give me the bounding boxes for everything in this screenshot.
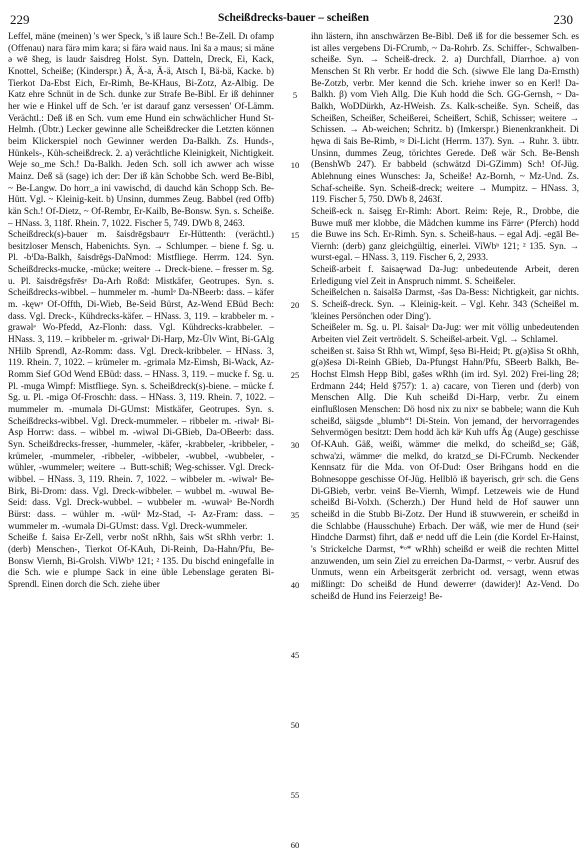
line-number: 45 — [290, 650, 300, 660]
entry-paragraph: Scheißeler m. Sg. u. Pl. šaisəlᵊ Da-Jug: wer mit völlig unbedeutenden Arbeiten viel Zeit vertrödelt. S. Scheißel-arbeit. Vgl. → Schlamel. — [311, 323, 579, 346]
running-title: Scheißdrecks-bauer – scheißen — [217, 12, 369, 24]
right-column — [311, 32, 579, 603]
page-header — [0, 12, 587, 28]
line-number: 30 — [290, 440, 300, 450]
line-number: 35 — [290, 510, 300, 520]
line-number: 10 — [290, 160, 300, 170]
entry-paragraph: Scheiß-eck n. šaisęg Er-Rimh: Abort. Reim: Reje, R., Drobbe, die Buwe muß mer klobbe, die Mädchen kumme ins Färreᵊ (Pferch) hodd die Buwe ins Sch. Er-Rimh. Syn. s. Scheiß-haus. – egal Adj. -egāl Be-Viernh: (derb) ganz gleichgültig, einerlei. ViWbᵇ 121; ² 135. Syn. → wurst-egal. – HNass. 3, 119. Fischer 6, 2, 2933. — [311, 206, 579, 264]
page-number-right: 230 — [553, 12, 573, 27]
line-number: 55 — [290, 790, 300, 800]
left-column — [8, 32, 274, 592]
line-number: 60 — [290, 840, 300, 850]
line-number: 25 — [290, 370, 300, 380]
line-number: 40 — [290, 580, 300, 590]
page-number-left: 229 — [10, 12, 30, 27]
entry-paragraph: Scheiß-arbeit f. šaisaęᵊwad Da-Jug: unbedeutende Arbeit, deren Erledigung viel Zeit in Anspruch nimmt. S. Scheißeler. — [311, 265, 579, 287]
line-number: 20 — [290, 300, 300, 310]
line-number: 5 — [292, 90, 298, 100]
entry-paragraph: scheißen st. šaisə St Rhh wt, Wimpf, šęsə Bi-Heid; Pt. g(ə)šisə St oRhh, g(ə)šesə Di-Reinh GBieb, Da-Pfungst Hahn/Pfu, SBeerb Balkh, Be-Hochst Elmsh Hepp Bibl, gəšes wRhh (im ird. Syl. 202) Frei-ling 28; Erdmann 244; Held §757): 1. a) cacare, von Tieren und (derb) von Menschen Allg. Die Kuh scheißd Di-Harp, verbr. Zu einem einflußlosen Menschen: Dö hosd nix zu nixᵉ se babbele; wann die Kuh scheißd, säigsde „blumb“! Di-Stein. Von jemand, der hervorragendes Sehvermögen besitzt: Dem hodd äch käᵉ Kuh uffs Äg (Auge) geschisse Of-KAuh. Gäß, weißi, wämmeᵉ die melkd, do scheißd_se; Gäß, schwa'zi, wämmeᵉ die melkd, do kratzd_se Di-FCrumb. Neckender Kennsatz für die Mda. von Of-Dud: Oser Brihgans hodd en die Bohnesoppe geschisse Of-Jüg. Hellblö iß bayerisch, griᵉ sch. die Gens Di-GBieb, verbr. veinš Be-Viernh, Wimpf. Letzeweis wie de Hund scheißd Bi-Volxh. (Scherzh.) Der Hund held de Hof sauwer unn scheißd in die Stubb Bi-Zotz. Der Hund iß stuwwerein, er scheißd in die Schlabbe (Hausschuhe) Erbach. Der wäß, wie mer de Hund (seiᵉ Hindche Darmst) fihrt, daß eᵉ nedd uff die Lein (die Kordel Er-Hainst, 's Strickelche Darmst, *ᵒ* wRhh) scheißd er weiß die rechten Mittel anzuwenden, um sein Ziel zu erreichen Da-Darmst, ~ verbr. Ausruf des Unmuts, wenn ein Arbeitsgerät zerbricht od. versagt, wenn etwas mißlingt: Do scheißd de Hund dewerreᵉ (dawider)! Az-Vend. Do scheißd de Hund ins Feierzeig! Be- — [311, 346, 579, 602]
entry-paragraph: Scheiße f. šaisə Er-Zell, verbr noSt nRhh, šais wSt sRhh verbr: 1. (derb) Menschen-, Tierkot Of-KAuh, Di-Reinh, Da-Hahn/Pfu, Be-Bonsw Viernh, Bi-Grolsh. ViWbᵇ 121; ² 135. Du bischd eningefalle in die Sch. wie e plumpe Sack in eine üble Lebenslage geraten Bi-Sprendl. Einen dorch die Sch. ziehe über — [8, 533, 274, 590]
entry-paragraph: Scheißelchen n. šaisəlšə Darmst, -šəs Da-Bess: Nichtigkeit, gar nichts. S. Scheiß-dreck. Syn. → Kleinig-keit. – Vgl. Kehr. 343 (Scheißel m. 'kleines Persönchen oder Ding'). — [311, 288, 579, 322]
entry-paragraph: ihn lästern, ihn anschwärzen Be-Bibl. Deß iß for die bessemer Sch. es ist alles vergebens Di-FCrumb, ~ Da-Rohrb. Zs. Schiffer-, Schwalben-scheiße. Syn. → Scheiß-dreck. 2. a) Durchfall, Diarrhoe. a) von Menschen St Rh verbr. Er hodd die Sch. (siwwe Ele lang Da-Ernsth) Be-Zotzb, verbr. Mer kennd die Sch. kriehe inwer so en Kerl! Da-Balkh. β) vom Vieh Allg. Die Kuh hodd die Sch. GG-Gernsh, ~ Da-Balkh, WoDDürkh, Az-HWeish. Zs. Kalk-scheiße. Syn. Scheiß, das Scheißen, Scheißer, Scheißerei, Scheißert, Schiß, Schisser; weitere → Schissen. → Ab-weichen; Schritz. b) (Imkerspr.) Bienenkrankheit. Di hęwa di šais Be-Rimb, ≈ Di-Licht (Herrm. 137). Syn. → Ruhr. 3. übtr. Unsinn, dummes Zeug, törichtes Gerede. Deß wär Sch. Be-Bensh (BenshWb 247). Er babbeld (schwätzd Di-GZimm) Sch! Of-Jüg. Ablehnung eines Wunsches: Ja, Scheiße! Az-Bornh, ~ Mz-Und. Zs. Schaf-scheiße. Syn. Scheiß-dreck; weitere → Mumpitz. – HNass. 3, 119. Fischer 5, 750. DWb 8, 2463f. — [311, 32, 579, 206]
line-number: 15 — [290, 230, 300, 240]
entry-paragraph: Leffel, mäne (meinen) 's wer Speck, 's iß laure Sch.! Be-Zell. Dı ofamp (Offenau) nara färə mim kara; si färə waid naus. Ini ša ə maus; si mäne ə wē šheg, is laudr šaisdreg Holst. Syn. Datteln, Dreck, Ei, Kack, Knottel, Scheiße; (Kinderspr.) Ä, Ä-a, Ä-ä, Atsch I, Bä-bä, Kacke. b) Tierkot Da-Ebst Eich, Er-Rimh, Be-KHaus, Bi-Zotz, Az-Albig. De Katz ehre Schnüt in de Sch. dunke zur Strafe Be-Bibl. Er iß dehinner her wie e Hinkel uff de Sch. 'er ist darauf ganz versessen' Of-Lämm. Verächtl.: Deß iß en Sch. vum eme Hund ein schwächlicher Hund St-Helmh. (Übtr.) Lecker gewinne alle Scheißdrecker die Letzten können beim Klickerspiel noch Gewinner werden Da-Balkh. Zs. Hunds-, Hünkels-, Küh-scheißdreck. 2. a) verächtliche Kleinigkeit, Nichtigkeit. Weje so_me Sch.! Da-Balkh. Jeden Sch. soll ich awwer ach wisse Mainz. Deß sä (sage) ich der: Der iß kän Schobbe Sch. werd Be-Bibl, ~ Be-Langw. Do horr_a ini vawischd, di dauchd kän Schopp Sch. Be-Hütt. Vgl. ~ Kleinig-keit. b) Unsinn, dummes Zeug. Babbel (red Offb) kän Sch.! Of-Dietz, ~ Of-Rembr, Er-Kailb, Be-Bonsw. Syn. s. Scheiße. – HNass. 3, 118f. Rhein. 7, 1022. Fischer 5, 749. DWb 8, 2463. — [8, 32, 274, 229]
line-number-gutter — [283, 32, 307, 852]
line-number: 50 — [290, 720, 300, 730]
entry-paragraph: Scheißdreck(s)-bauer m. šaisdrēgsbauᵉr Er-Hüttenth: (verächtl.) besitzloser Mensch, Habenichts. Syn. → Schlumper. – biene f. Sg. u. Pl. -bⁱDa-Balkh, šaisdrēgs-DaNmod: Mistfliege. Herrm. 124. Syn. Scheißdrecks-mucke, -mücke; weitere → Dreck-biene. – fresser m. Sg. u. Pl. šaisdrēgsfrēsᵉ Da-Arh Roßd: Mistkäfer, Geotrupes. Syn. s. Scheißdrecks-wibbel. – hummeler m. -humlᵊ Da-NBeerb: dass. – käfer m. -kęwᵊ Of-Offth, Di-Wieb, Be-Seid Bürst, Az-Wend EBüd Bech: dass. Vgl. Dreck-, Kühdrecks-käfer. – HNass. 3, 119. – krabbeler m. -grawəlᵊ Wo-Pfedd, Az-Flonh: dass. Vgl. Kühdrecks-krabbeler. – HNass. 3, 119. – kribbeler m. -griwəlᵊ Di-Harp, Mz-Ülv Wint, Bi-GAlg NHilb Sprendl, Az-Romm: dass. Vgl. Dreck-kribbeler. – HNass. 3, 119. Rhein. 7, 1022. – krümeler m. -grimələ Mz-Eimsh, Bi-Wack, Az-Romm Sief GOd Wend EBüd: dass. – HNass. 3, 119. – mucke f. Sg. u. Pl. -muga Wimpf: Mistfliege. Syn. s. Scheißdreck(s)-biene. – mücke f. Sg. u. Pl. -migə Of-Froschh: dass. – HNass. 3, 119. Rhein. 7, 1022. – mummeler m. -mumələ Di-GUmst: Mistkäfer, Geotrupes. Syn. s. Scheißdrecks-wibbel. Vgl. Dreck-mummeler. – ribbeler m. -riwəlᵊ Bi-Asp Horrw: dass. – wibbel m. -wiwəl Di-GBieb, Da-OBeerb: dass. Syn. Scheißdrecks-fresser, -hummeler, -käfer, -krabbeler, -kribbeler, -krümeler, -mummeler, -ribbeler, -wibbeler, -wubbel, -wubbeler, -wühler, -wummeler; weitere → Butt-schiß; Weg-schisser. Vgl. Dreck-wibbel. – HNass. 3, 119. Rhein. 7, 1022. – wibbeler m. -wiwəlᵊ Be-Birk, Bi-Drom: dass. Vgl. Dreck-wibbeler. – wubbel m. -wuwəl Be-Seid: dass. Vgl. Dreck-wubbel. – wubbeler m. -wuwəlᵊ Be-Nordh Bürst: dass. – wühler m. -wülᵊ Mz-Stad, -ī- Az-Fram: dass. – wummeler m. -wumələ Di-GUmst: dass. Vgl. Dreck-wummeler. — [8, 230, 274, 532]
